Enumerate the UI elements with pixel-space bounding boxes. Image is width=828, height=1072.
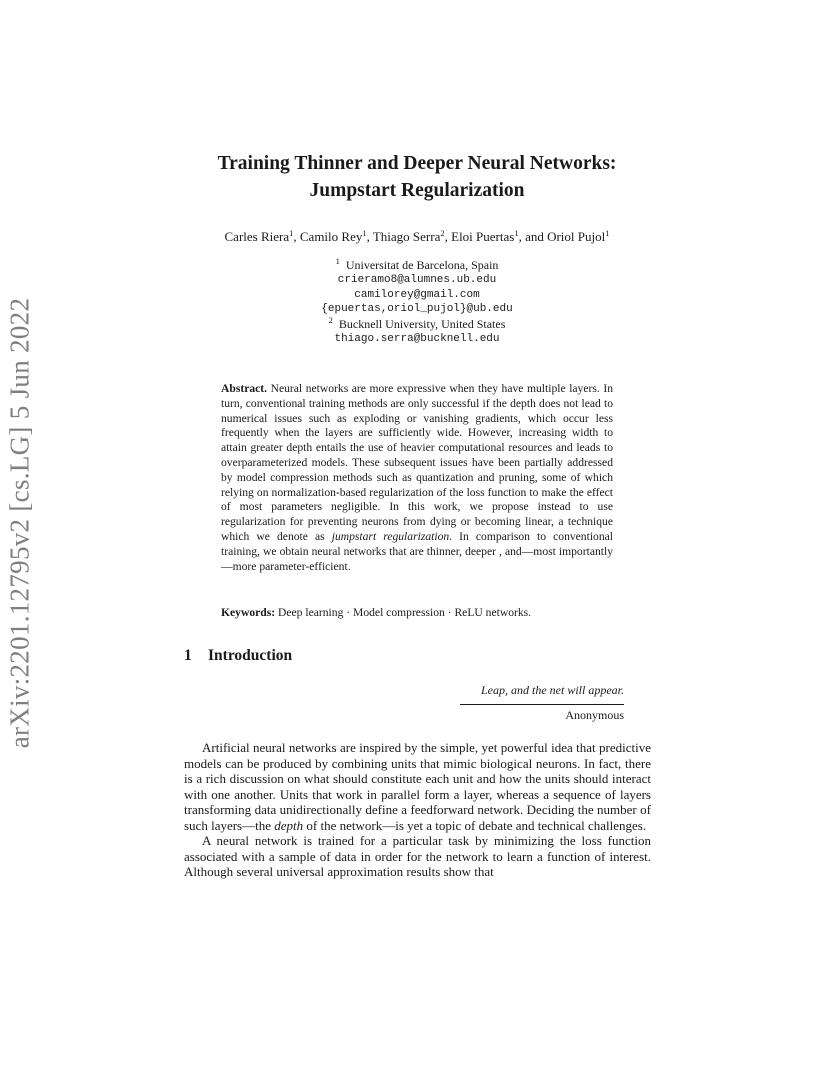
keywords-label: Keywords:: [221, 606, 276, 619]
epigraph-author: Anonymous: [565, 708, 624, 722]
affiliation-1: [200, 258, 634, 273]
author-separator: ,: [366, 229, 373, 244]
author-name: Camilo Rey: [299, 229, 363, 244]
arxiv-identifier: arXiv:2201.12795v2 [cs.LG] 5 Jun 2022: [4, 297, 35, 749]
abstract-label: Abstract.: [221, 382, 268, 395]
affiliations: [200, 258, 634, 347]
paper-title: [150, 150, 684, 204]
abstract-emphasis: jumpstart regularization: [331, 529, 450, 543]
paragraph-emphasis: depth: [274, 817, 304, 833]
section-title: Introduction: [208, 647, 293, 664]
author-separator: ,: [293, 229, 300, 244]
abstract-text: Neural networks are more expressive when they have multiple layers. In turn, conventional training methods are only successful if the depth does not lead to numerical issues such as exploding or vanishing gradients, which occur less frequently when the layers are sufficiently wide. However, increasing width to attain greater depth entails the use of heavier computational resources and leads to overparameterized models. These subsequent issues have been partially addressed by model compression methods such as quantization and pruning, some of which relying on normalization-based regularization of the loss function to make the effect of most parameters negligible. In this work, we propose instead to use regularization for preventing neurons from dying or becoming linear, a technique which we denote as: [221, 382, 613, 543]
author-affiliation-mark: 1: [289, 228, 294, 238]
abstract: [221, 382, 613, 574]
epigraph: [460, 683, 624, 723]
affiliation-mark: 2: [328, 315, 333, 326]
keywords-text: Deep learning · Model compression · ReLU networks.: [278, 606, 532, 619]
email-link[interactable]: camilorey@gmail.com: [354, 288, 480, 301]
section-heading: [184, 647, 292, 665]
email-link[interactable]: crieramo8@alumnes.ub.edu: [337, 273, 497, 286]
author-affiliation-mark: 1: [605, 228, 610, 238]
author-name: Oriol Pujol: [547, 229, 606, 244]
paragraph: [184, 740, 651, 833]
email-link[interactable]: {epuertas,oriol_pujol}@ub.edu: [321, 303, 513, 316]
affiliation-2: [200, 317, 634, 332]
epigraph-rule: [460, 704, 624, 705]
paragraph-text-end: of the network—is yet a topic of debate and technical challenges.: [306, 817, 647, 833]
abstract-text-end: . In comparison to conventional training, we obtain neural networks that are thinner, deeper , and—most importantly—more parameter-efficient.: [221, 529, 614, 573]
epigraph-quote: Leap, and the net will appear.: [481, 683, 624, 697]
email-link[interactable]: thiago.serra@bucknell.edu: [334, 332, 500, 345]
author-separator: ,: [444, 229, 452, 244]
author-affiliation-mark: 1: [362, 228, 367, 238]
author-affiliation-mark: 2: [440, 228, 445, 238]
author-separator: , and: [518, 229, 548, 244]
author-affiliation-mark: 1: [514, 228, 519, 238]
author-name: Thiago Serra: [372, 229, 441, 244]
title-line-1: Training Thinner and Deeper Neural Networks:: [217, 153, 617, 174]
section-number: 1: [184, 647, 192, 664]
author-name: Carles Riera: [224, 229, 290, 244]
author-list: [150, 229, 684, 245]
keywords: [221, 606, 621, 619]
paragraph-text: Artificial neural networks are inspired by the simple, yet powerful idea that predictive models can be produced by combining units that mimic biological neurons. In fact, there is a rich discussion on what should constitute each unit and how the units should interact with one another. Units that work in parallel form a layer, whereas a sequence of layers transforming data unidirectionally define a feedforward network. Deciding the number of such layers—the: [184, 740, 651, 833]
title-line-2: Jumpstart Regularization: [309, 180, 525, 201]
body-text: [184, 740, 651, 880]
paragraph: A neural network is trained for a particular task by minimizing the loss function associated with a sample of data in order for the network to learn a function of interest. Although several universal approximation results show that: [184, 833, 651, 879]
affiliation-name: Universitat de Barcelona, Spain: [345, 258, 499, 272]
author-name: Eloi Puertas: [451, 229, 515, 244]
affiliation-name: Bucknell University, United States: [338, 317, 506, 332]
affiliation-mark: 1: [335, 256, 340, 266]
